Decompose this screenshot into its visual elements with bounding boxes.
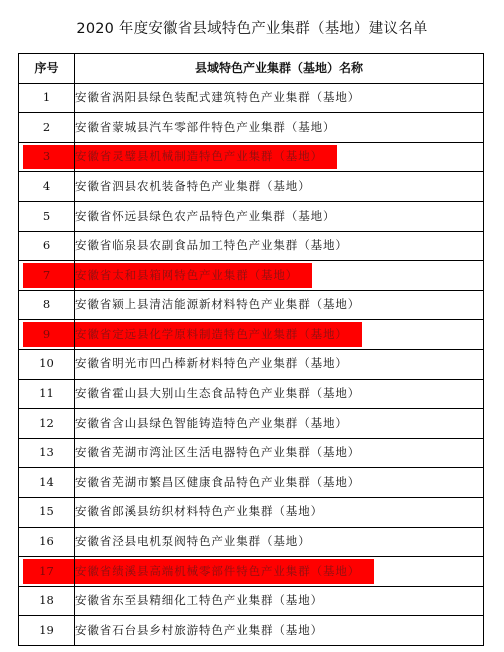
serial-number-cell [19, 468, 75, 498]
serial-number-cell [19, 527, 75, 557]
cluster-name: 安徽省太和县箱网特色产业集群（基地） [75, 267, 299, 282]
serial-number: 3 [42, 149, 51, 164]
header-cluster-name: 县域特色产业集群（基地）名称 [75, 54, 484, 84]
table-row [19, 409, 484, 439]
cluster-name-cell [75, 201, 484, 231]
table-row [19, 113, 484, 143]
serial-number: 4 [42, 178, 51, 193]
cluster-name: 安徽省泗县农机装备特色产业集群（基地） [75, 178, 311, 193]
serial-number: 10 [39, 356, 54, 371]
table-row [19, 83, 484, 113]
cluster-name: 安徽省东至县精细化工特色产业集群（基地） [75, 593, 323, 608]
serial-number-cell [19, 142, 75, 172]
serial-number-cell [19, 438, 75, 468]
cluster-name: 安徽省芜湖市繁昌区健康食品特色产业集群（基地） [75, 474, 361, 489]
header-serial-number: 序号 [19, 54, 75, 84]
cluster-name-cell [75, 261, 484, 291]
table-row [19, 261, 484, 291]
serial-number-cell [19, 261, 75, 291]
cluster-name-cell [75, 557, 484, 587]
cluster-name: 安徽省绩溪县高端机械零部件特色产业集群（基地） [75, 563, 361, 578]
cluster-name: 安徽省含山县绿色智能铸造特色产业集群（基地） [75, 415, 348, 430]
serial-number: 2 [42, 119, 51, 134]
serial-number: 13 [39, 445, 54, 460]
serial-number: 7 [42, 267, 51, 282]
table-row [19, 142, 484, 172]
table-row [19, 172, 484, 202]
cluster-name: 安徽省定远县化学原料制造特色产业集群（基地） [75, 326, 348, 341]
table-row [19, 201, 484, 231]
table-row [19, 290, 484, 320]
serial-number: 14 [39, 474, 54, 489]
cluster-name: 安徽省霍山县大别山生态食品特色产业集群（基地） [75, 386, 361, 401]
serial-number: 5 [42, 208, 51, 223]
table-row [19, 379, 484, 409]
serial-number-cell [19, 172, 75, 202]
table-row [19, 616, 484, 646]
serial-number-cell [19, 113, 75, 143]
table-row [19, 497, 484, 527]
cluster-name-cell [75, 379, 484, 409]
serial-number: 11 [39, 386, 54, 401]
cluster-name-cell [75, 83, 484, 113]
serial-number-cell [19, 497, 75, 527]
serial-number: 19 [39, 622, 54, 637]
table-row [19, 438, 484, 468]
cluster-name-cell [75, 231, 484, 261]
cluster-name-cell [75, 438, 484, 468]
cluster-name-cell [75, 497, 484, 527]
serial-number-cell [19, 320, 75, 350]
cluster-name: 安徽省颍上县清洁能源新材料特色产业集群（基地） [75, 297, 361, 312]
cluster-name: 安徽省灵璧县机械制造特色产业集群（基地） [75, 149, 323, 164]
serial-number: 9 [42, 326, 51, 341]
serial-number-cell [19, 231, 75, 261]
serial-number-cell [19, 201, 75, 231]
serial-number-cell [19, 349, 75, 379]
cluster-name: 安徽省明光市凹凸棒新材料特色产业集群（基地） [75, 356, 348, 371]
cluster-name-cell [75, 113, 484, 143]
cluster-name: 安徽省蒙城县汽车零部件特色产业集群（基地） [75, 119, 336, 134]
serial-number: 8 [42, 297, 51, 312]
cluster-name-cell [75, 172, 484, 202]
serial-number-cell [19, 83, 75, 113]
serial-number: 6 [42, 238, 51, 253]
serial-number: 15 [39, 504, 54, 519]
serial-number: 18 [39, 593, 54, 608]
document-title: 2020 年度安徽省县域特色产业集群（基地）建议名单 [76, 21, 428, 37]
cluster-name: 安徽省临泉县农副食品加工特色产业集群（基地） [75, 238, 348, 253]
cluster-name-cell [75, 409, 484, 439]
cluster-name: 安徽省石台县乡村旅游特色产业集群（基地） [75, 622, 323, 637]
table-row [19, 586, 484, 616]
serial-number-cell [19, 586, 75, 616]
cluster-name-cell [75, 468, 484, 498]
table-row [19, 349, 484, 379]
table-header-row [19, 54, 484, 84]
cluster-name: 安徽省怀远县绿色农产品特色产业集群（基地） [75, 208, 336, 223]
serial-number: 17 [39, 563, 54, 578]
cluster-name: 安徽省芜湖市湾沚区生活电器特色产业集群（基地） [75, 445, 361, 460]
cluster-name-cell [75, 349, 484, 379]
serial-number-cell [19, 616, 75, 646]
cluster-list-table [18, 53, 484, 646]
cluster-name-cell [75, 320, 484, 350]
table-row [19, 527, 484, 557]
serial-number: 1 [42, 90, 51, 105]
serial-number: 16 [39, 534, 54, 549]
table-row [19, 468, 484, 498]
cluster-name-cell [75, 586, 484, 616]
table-row [19, 557, 484, 587]
serial-number-cell [19, 409, 75, 439]
table-row [19, 320, 484, 350]
cluster-name: 安徽省泾县电机泵阀特色产业集群（基地） [75, 534, 311, 549]
serial-number-cell [19, 557, 75, 587]
cluster-name-cell [75, 527, 484, 557]
cluster-name-cell [75, 290, 484, 320]
cluster-name: 安徽省涡阳县绿色装配式建筑特色产业集群（基地） [75, 90, 361, 105]
cluster-name: 安徽省郎溪县纺织材料特色产业集群（基地） [75, 504, 323, 519]
serial-number-cell [19, 379, 75, 409]
cluster-name-cell [75, 142, 484, 172]
table-row [19, 231, 484, 261]
cluster-name-cell [75, 616, 484, 646]
serial-number: 12 [39, 415, 54, 430]
serial-number-cell [19, 290, 75, 320]
